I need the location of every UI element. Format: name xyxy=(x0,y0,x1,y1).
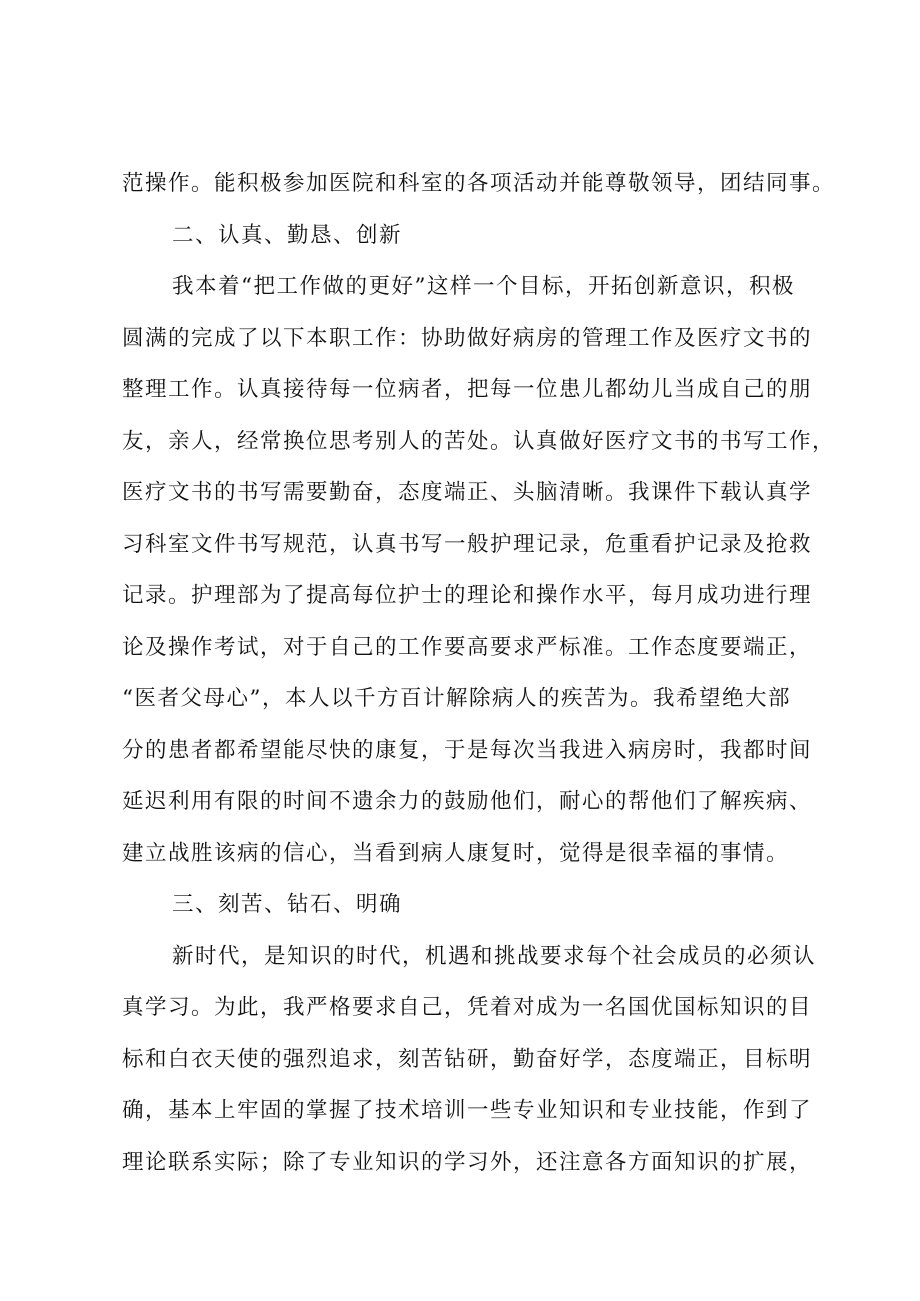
text-line: 圆满的完成了以下本职工作：协助做好病房的管理工作及医疗文书的 xyxy=(122,325,813,351)
text-line: 论及操作考试，对于自己的工作要高要求严标准。工作态度要端正， xyxy=(122,634,813,660)
text-line: 理论联系实际；除了专业知识的学习外，还注意各方面知识的扩展， xyxy=(122,1149,813,1175)
text-line: 标和白衣天使的强烈追求，刻苦钻研，勤奋好学，态度端正，目标明 xyxy=(122,1046,813,1072)
paragraph-start-line: 新时代，是知识的时代，机遇和挑战要求每个社会成员的必须认 xyxy=(172,943,817,969)
section-heading-3: 三、刻苦、钻石、明确 xyxy=(172,892,403,917)
text-line: 习科室文件书写规范，认真书写一般护理记录，危重看护记录及抢救 xyxy=(122,531,813,557)
text-line: 记录。护理部为了提高每位护士的理论和操作水平，每月成功进行理 xyxy=(122,583,813,608)
text-line: 真学习。为此，我严格要求自己，凭着对成为一名国优国标知识的目 xyxy=(122,995,813,1020)
text-line: “医者父母心”，本人以千方百计解除病人的疾苦为。我希望绝大部 xyxy=(122,686,791,711)
section-heading-2: 二、认真、勤恳、创新 xyxy=(172,222,403,248)
text-line: 范操作。能积极参加医院和科室的各项活动并能尊敬领导，团结同事。 xyxy=(122,171,836,196)
text-line: 延迟利用有限的时间不遗余力的鼓励他们，耐心的帮他们了解疾病、 xyxy=(122,789,813,814)
text-line: 医疗文书的书写需要勤奋，态度端正、头脑清晰。我课件下载认真学 xyxy=(122,480,813,505)
text-line: 友，亲人，经常换位思考别人的苦处。认真做好医疗文书的书写工作， xyxy=(122,428,836,454)
text-line: 确，基本上牢固的掌握了技术培训一些专业知识和专业技能，作到了 xyxy=(122,1098,813,1123)
text-line: 整理工作。认真接待每一位病者，把每一位患儿都幼儿当成自己的朋 xyxy=(122,377,813,402)
body-text xyxy=(122,158,842,1188)
paragraph-start-line: 我本着“把工作做的更好”这样一个目标，开拓创新意识，积极 xyxy=(172,274,795,299)
text-line: 建立战胜该病的信心，当看到病人康复时，觉得是很幸福的事情。 xyxy=(122,840,790,866)
text-line: 分的患者都希望能尽快的康复，于是每次当我进入病房时，我都时间 xyxy=(122,737,813,763)
